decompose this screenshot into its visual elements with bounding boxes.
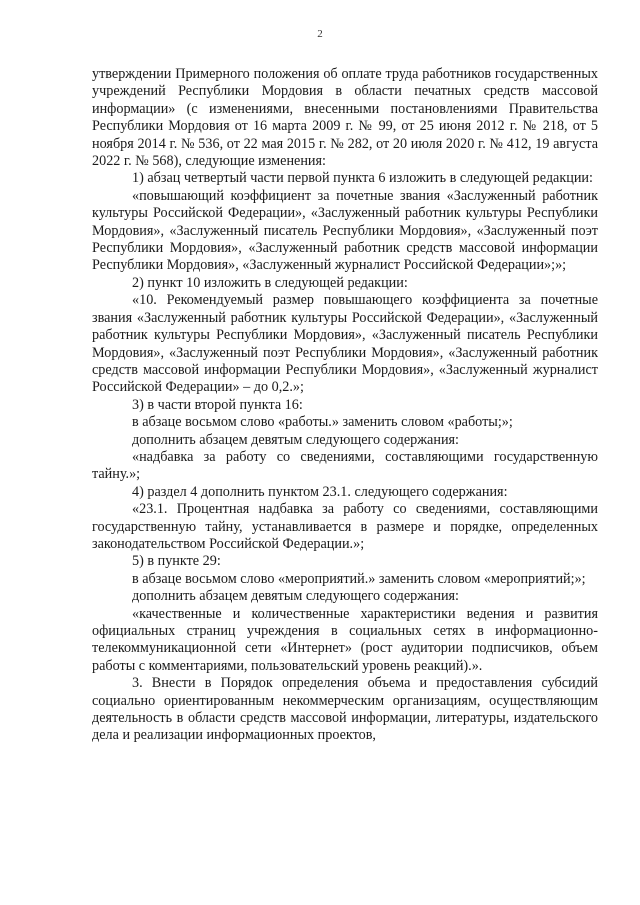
paragraph-quote-3: «надбавка за работу со сведениями, составляющими государственную тайну.»; bbox=[92, 448, 598, 483]
page-number: 2 bbox=[317, 28, 323, 40]
paragraph-item-3-b: дополнить абзацем девятым следующего содержания: bbox=[132, 431, 460, 448]
document-body bbox=[92, 66, 598, 745]
paragraph-item-5: 5) в пункте 29: bbox=[132, 553, 221, 570]
paragraph-item-3-a: в абзаце восьмом слово «работы.» заменить словом «работы;»; bbox=[132, 414, 513, 431]
paragraph-quote-1: «повышающий коэффициент за почетные звания «Заслуженный работник культуры Российской Федерации», «Заслуженный работник культуры Республики Мордовия», «Заслуженный писатель Республики Мордовия», «Заслуженный поэт Республики Мордовия», «Заслуженный работник средств массовой информации Республики Мордовия», «Заслуженный журналист Российской Федерации»;»; bbox=[92, 187, 598, 274]
paragraph-quote-4: «23.1. Процентная надбавка за работу со сведениями, составляющими государственную тайну, устанавливается в размере и порядке, определенных законодательством Российской Федерации.»; bbox=[92, 501, 598, 552]
paragraph-item-4: 4) раздел 4 дополнить пунктом 23.1. следующего содержания: bbox=[132, 483, 508, 500]
paragraph-intro: утверждении Примерного положения об оплате труда работников государственных учреждений Республики Мордовия в области печатных средств массовой информации» (с изменениями, внесенными постановлениями Правительства Республики Мордовия от 16 марта 2009 г. № 99, от 25 июня 2012 г. № 218, от 5 ноября 2014 г. № 536, от 22 мая 2015 г. № 282, от 20 июля 2020 г. № 412, 19 августа 2022 г. № 568), следующие изменения: bbox=[92, 66, 598, 170]
paragraph-item-2: 2) пункт 10 изложить в следующей редакции: bbox=[132, 274, 408, 291]
paragraph-quote-5: «качественные и количественные характеристики ведения и развития официальных страниц учреждения в социальных сетях в информационно-телекоммуникационной сети «Интернет» (рост аудитории подписчиков, объем работы с комментариями, пользовательский уровень реакций).». bbox=[92, 605, 598, 674]
paragraph-item-3: 3) в части второй пункта 16: bbox=[132, 396, 303, 413]
paragraph-item-5-b: дополнить абзацем девятым следующего содержания: bbox=[132, 588, 460, 605]
paragraph-section-3: 3. Внести в Порядок определения объема и предоставления субсидий социально ориентированным некоммерческим организациям, осуществляющим деятельность в области средств массовой информации, литературы, издательского дела и реализации информационных проектов, bbox=[92, 675, 598, 744]
paragraph-item-1: 1) абзац четвертый части первой пункта 6 изложить в следующей редакции: bbox=[132, 170, 593, 187]
paragraph-quote-2: «10. Рекомендуемый размер повышающего коэффициента за почетные звания «Заслуженный работник культуры Российской Федерации», «Заслуженный работник культуры Республики Мордовия», «Заслуженный писатель Республики Мордовия», «Заслуженный поэт Республики Мордовия», «Заслуженный работник средств массовой информации Республики Мордовия», «Заслуженный журналист Российской Федерации» – до 0,2.»; bbox=[92, 292, 598, 396]
paragraph-item-5-a: в абзаце восьмом слово «мероприятий.» заменить словом «мероприятий;»; bbox=[132, 570, 586, 587]
